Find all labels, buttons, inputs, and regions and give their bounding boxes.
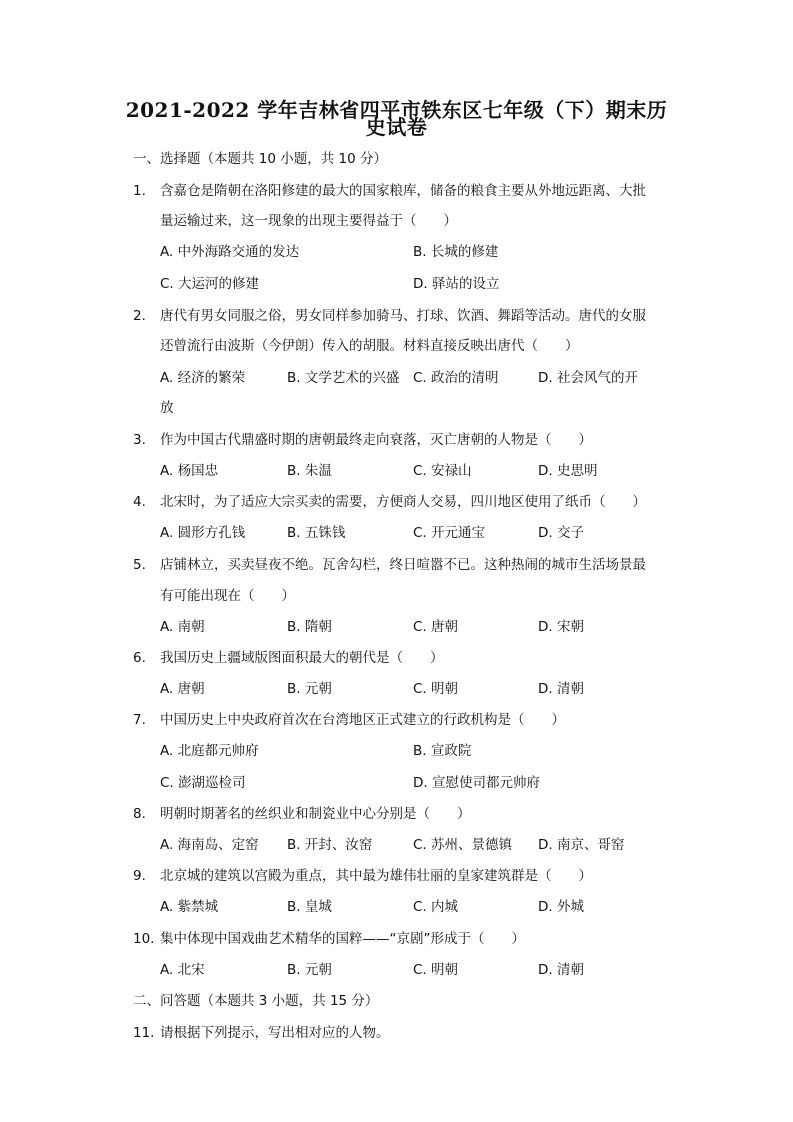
exam-title-line1: 2021-2022 学年吉林省四平市铁东区七年级（下）期末历 — [125, 98, 668, 122]
question-number: 10. — [133, 931, 155, 947]
question-number: 1. — [133, 183, 146, 199]
option-a: A. 南朝 — [160, 619, 205, 635]
option-c: C. 苏州、景德镇 — [413, 837, 513, 853]
option-b: B. 五铢钱 — [287, 525, 346, 541]
section-heading-choice: 一、选择题（本题共 10 小题，共 10 分） — [133, 151, 388, 167]
option-c: C. 安禄山 — [413, 463, 472, 479]
option-a: A. 杨国忠 — [160, 463, 219, 479]
option-a: A. 海南岛、定窑 — [160, 837, 259, 853]
question-text: 有可能出现在（ ） — [160, 588, 295, 604]
option-d: D. 驿站的设立 — [413, 276, 500, 292]
question-text: 店铺林立，买卖昼夜不绝。瓦舍勾栏，终日喧嚣不已。这种热闹的城市生活场景最 — [160, 557, 646, 573]
question-number: 11. — [133, 1025, 155, 1041]
option-b: B. 元朝 — [287, 962, 332, 978]
option-b: B. 元朝 — [287, 681, 332, 697]
option-d: D. 清朝 — [538, 962, 584, 978]
option-d: D. 南京、哥窑 — [538, 837, 625, 853]
option-c: C. 政治的清明 — [413, 370, 499, 386]
option-a: A. 唐朝 — [160, 681, 205, 697]
option-c: C. 内城 — [413, 899, 459, 915]
option-c: C. 开元通宝 — [413, 525, 486, 541]
exam-title-line2: 史试卷 — [365, 115, 428, 139]
option-c: C. 明朝 — [413, 681, 459, 697]
option-b: B. 皇城 — [287, 899, 332, 915]
question-number: 6. — [133, 650, 146, 666]
question-text: 明朝时期著名的丝织业和制瓷业中心分别是（ ） — [160, 806, 471, 822]
section-heading-qa: 二、问答题（本题共 3 小题，共 15 分） — [133, 993, 379, 1009]
question-text: 作为中国古代鼎盛时期的唐朝最终走向衰落，灭亡唐朝的人物是（ ） — [160, 432, 592, 448]
option-a: A. 圆形方孔钱 — [160, 525, 246, 541]
question-text: 还曾流行由波斯（今伊朗）传入的胡服。材料直接反映出唐代（ ） — [160, 338, 579, 354]
option-b: B. 开封、汝窑 — [287, 837, 373, 853]
option-c: C. 澎湖巡检司 — [160, 775, 246, 791]
option-d: D. 宋朝 — [538, 619, 584, 635]
question-text: 我国历史上疆域版图面积最大的朝代是（ ） — [160, 650, 444, 666]
question-text: 集中体现中国戏曲艺术精华的国粹——“京剧”形成于（ ） — [160, 931, 525, 947]
option-b: B. 文学艺术的兴盛 — [287, 370, 400, 386]
question-number: 5. — [133, 557, 146, 573]
question-text: 中国历史上中央政府首次在台湾地区正式建立的行政机构是（ ） — [160, 712, 565, 728]
option-b: B. 宣政院 — [413, 743, 472, 759]
option-d: D. 清朝 — [538, 681, 584, 697]
option-d: D. 宣慰使司都元帅府 — [413, 775, 540, 791]
option-a: A. 北宋 — [160, 962, 205, 978]
question-text: 北京城的建筑以宫殿为重点，其中最为雄伟壮丽的皇家建筑群是（ ） — [160, 868, 592, 884]
question-text: 量运输过来，这一现象的出现主要得益于（ ） — [160, 213, 457, 229]
option-b: B. 隋朝 — [287, 619, 332, 635]
question-number: 9. — [133, 868, 146, 884]
option-a: A. 北庭都元帅府 — [160, 743, 259, 759]
question-number: 3. — [133, 432, 146, 448]
option-a: A. 紫禁城 — [160, 899, 219, 915]
option-d: D. 交子 — [538, 525, 584, 541]
question-text: 含嘉仓是隋朝在洛阳修建的最大的国家粮库，储备的粮食主要从外地远距离、大批 — [160, 183, 646, 199]
option-d: D. 外城 — [538, 899, 584, 915]
option-b: B. 长城的修建 — [413, 244, 499, 260]
question-number: 4. — [133, 494, 146, 510]
question-number: 2. — [133, 308, 146, 324]
option-a: A. 经济的繁荣 — [160, 370, 246, 386]
question-number: 7. — [133, 712, 146, 728]
option-a: A. 中外海路交通的发达 — [160, 244, 300, 260]
question-number: 8. — [133, 806, 146, 822]
option-b: B. 朱温 — [287, 463, 332, 479]
option-d: D. 社会风气的开 — [538, 370, 638, 386]
option-c: C. 唐朝 — [413, 619, 459, 635]
question-text: 唐代有男女同服之俗，男女同样参加骑马、打球、饮酒、舞蹈等活动。唐代的女服 — [160, 308, 646, 324]
option-c: C. 大运河的修建 — [160, 276, 260, 292]
option-d: D. 史思明 — [538, 463, 598, 479]
question-text: 北宋时，为了适应大宗买卖的需要，方便商人交易，四川地区使用了纸币（ ） — [160, 494, 646, 510]
option-c: C. 明朝 — [413, 962, 459, 978]
option-d-wrap: 放 — [160, 400, 174, 416]
question-text: 请根据下列提示，写出相对应的人物。 — [160, 1025, 390, 1041]
